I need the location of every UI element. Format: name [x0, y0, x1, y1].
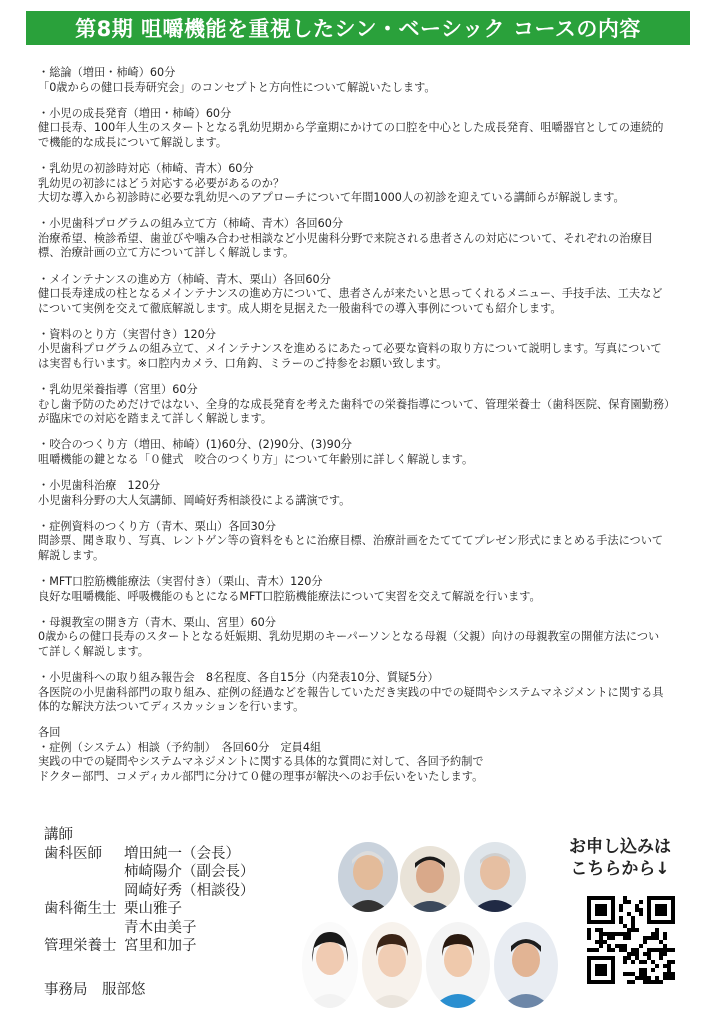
- course-title: ・MFT口腔筋機能療法（実習付き）（栗山、青木）120分: [38, 575, 323, 589]
- qr-code-icon[interactable]: [587, 896, 675, 984]
- instructor-photo: [464, 842, 526, 912]
- instructor-name: 柿崎陽介（副会長）: [124, 864, 255, 880]
- course-title: ・メインテナンスの進め方（柿崎、青木、栗山）各回60分: [38, 272, 331, 286]
- course-item: [38, 438, 670, 467]
- course-title: ・資料のとり方（実習付き）120分: [38, 327, 216, 341]
- course-item: [38, 616, 670, 660]
- course-item: [38, 328, 670, 372]
- course-item: [38, 162, 670, 206]
- course-description: 良好な咀嚼機能、呼吸機能のもとになるMFT口腔筋機能療法について実習を交えて解説を行います。: [38, 589, 541, 603]
- course-item: [38, 217, 670, 261]
- course-item: [38, 273, 670, 317]
- course-description: 健口長寿達成の柱となるメインテナンスの進め方について、患者さんが来たいと思ってくれるメニュー、手技手法、工夫などについて実例を交えて徹底解説します。成人期を見据えた一般歯科での導入事例についても紹介します。: [38, 287, 663, 315]
- course-description: 問診票、聞き取り、写真、レントゲン等の資料をもとに治療目標、治療計画をたてててプレゼン形式にまとめる手法について解説します。: [38, 534, 664, 562]
- course-item: [38, 726, 670, 784]
- course-title: ・咬合のつくり方（増田、柿崎）(1)60分、(2)90分、(3)90分: [38, 438, 352, 452]
- course-description: 健口長寿、100年人生のスタートとなる乳幼児期から学童期にかけての口腔を中心とした成長発育、咀嚼器官としての連続的で機能的な成長について解説します。: [38, 121, 664, 149]
- course-description: 乳幼児の初診にはどう対応する必要があるのか？ 大切な導入から初診時に必要な乳幼児へのアプローチについて年間1000人の初診を迎えている講師らが解説します。: [38, 176, 625, 205]
- course-title: ・母親教室の開き方（青木、栗山、宮里）60分: [38, 615, 276, 629]
- course-title: ・症例資料のつくり方（青木、栗山）各回30分: [38, 519, 276, 533]
- apply-callout: [564, 836, 676, 880]
- instructor-heading: 講師: [44, 827, 73, 843]
- instructor-photo: [302, 922, 358, 1008]
- course-title: ・乳幼児の初診時対応（柿崎、青木）60分: [38, 161, 254, 175]
- office-contact: 事務局 服部悠: [44, 982, 146, 998]
- course-description: 0歳からの健口長寿のスタートとなる妊娠期、乳幼児期のキーパーソンとなる母親（父親）向けの母親教室の開催方法について詳しく解説します。: [38, 630, 660, 658]
- dentist-role: 歯科医師: [44, 845, 102, 862]
- instructor-name: 増田純一（会長）: [124, 845, 240, 862]
- course-item: [38, 671, 670, 715]
- instructor-name: 宮里和加子: [124, 938, 197, 954]
- instructor-name: 栗山雅子: [124, 901, 182, 917]
- instructor-photo: [426, 922, 490, 1008]
- course-title: ・総論（増田・柿崎）60分: [38, 66, 176, 79]
- course-description: むし歯予防のためだけではない、全身的な成長発育を考えた歯科での栄養指導について、管理栄養士（歯科医院、保育園勤務）が臨床での対応を踏まえて詳しく解説します。: [38, 397, 670, 426]
- instructor-list: [44, 826, 255, 956]
- instructor-photo: [494, 922, 558, 1008]
- course-description: 「0歳からの健口長寿研究会」のコンセプトと方向性について解説いたします。: [38, 80, 436, 94]
- course-item: [38, 520, 670, 564]
- course-description: 各医院の小児歯科部門の取り組み、症例の経過などを報告していただき実践の中での疑問やシステムマネジメントに関する具体的な解決方法ついてディスカッションを行います。: [38, 685, 664, 714]
- course-description: 治療希望、検診希望、歯並びや噛み合わせ相談など小児歯科分野で来院される患者さんの対応について、それぞれの治療目標、治療計画の立て方について詳しく解説します。: [38, 231, 653, 260]
- apply-line1: お申し込みは: [569, 837, 671, 857]
- course-list: [38, 66, 670, 796]
- course-title: ・乳幼児栄養指導（宮里）60分: [38, 383, 198, 397]
- course-title: ・小児の成長発育（増田・柿崎）60分: [38, 106, 232, 120]
- instructor-photo: [400, 846, 460, 912]
- course-description: 実践の中での疑問やシステムマネジメントに関する具体的な質問に対して、各回予約制で ドクター部門、コメディカル部門に分けて０健の理事が解決へのお手伝いをいたします。: [38, 755, 484, 784]
- footer: [44, 826, 684, 1016]
- hygienist-role: 歯科衛生士: [44, 901, 117, 917]
- instructor-name: 青木由美子: [124, 919, 197, 936]
- course-title: ・小児歯科治療 120分: [38, 479, 161, 493]
- page-title: 第8期 咀嚼機能を重視したシン・ベーシック コースの内容: [75, 17, 641, 41]
- course-item: [38, 66, 670, 95]
- course-title: ・小児歯科プログラムの組み立て方（柿崎、青木）各回60分: [38, 217, 344, 231]
- page-title-banner: [26, 11, 690, 45]
- course-description: 小児歯科プログラムの組み立て、メインテナンスを進めるにあたって必要な資料の取り方について説明します。写真については実習も行います。※口腔内カメラ、口角鈎、ミラーのご持参をお願い致します。: [38, 342, 662, 370]
- course-item: [38, 479, 670, 508]
- dietitian-role: 管理栄養士: [44, 938, 117, 954]
- instructor-photos: [300, 836, 570, 1016]
- instructor-photo: [362, 922, 422, 1008]
- course-item: [38, 575, 670, 604]
- course-description: 咀嚼機能の鍵となる「０健式 咬合のつくり方」について年齢別に詳しく解説します。: [38, 452, 474, 466]
- course-item: [38, 107, 670, 151]
- instructor-name: 岡崎好秀（相談役）: [124, 882, 255, 899]
- course-item: [38, 383, 670, 427]
- course-title: ・小児歯科への取り組み報告会 8名程度、各自15分（内発表10分、質疑5分）: [38, 671, 439, 684]
- course-description: 小児歯科分野の大人気講師、岡崎好秀相談役による講演です。: [38, 493, 351, 507]
- apply-line2: こちらから↓: [570, 859, 670, 879]
- course-title: 各回 ・症例（システム）相談（予約制） 各回60分 定員4組: [38, 726, 322, 754]
- instructor-photo: [338, 842, 398, 912]
